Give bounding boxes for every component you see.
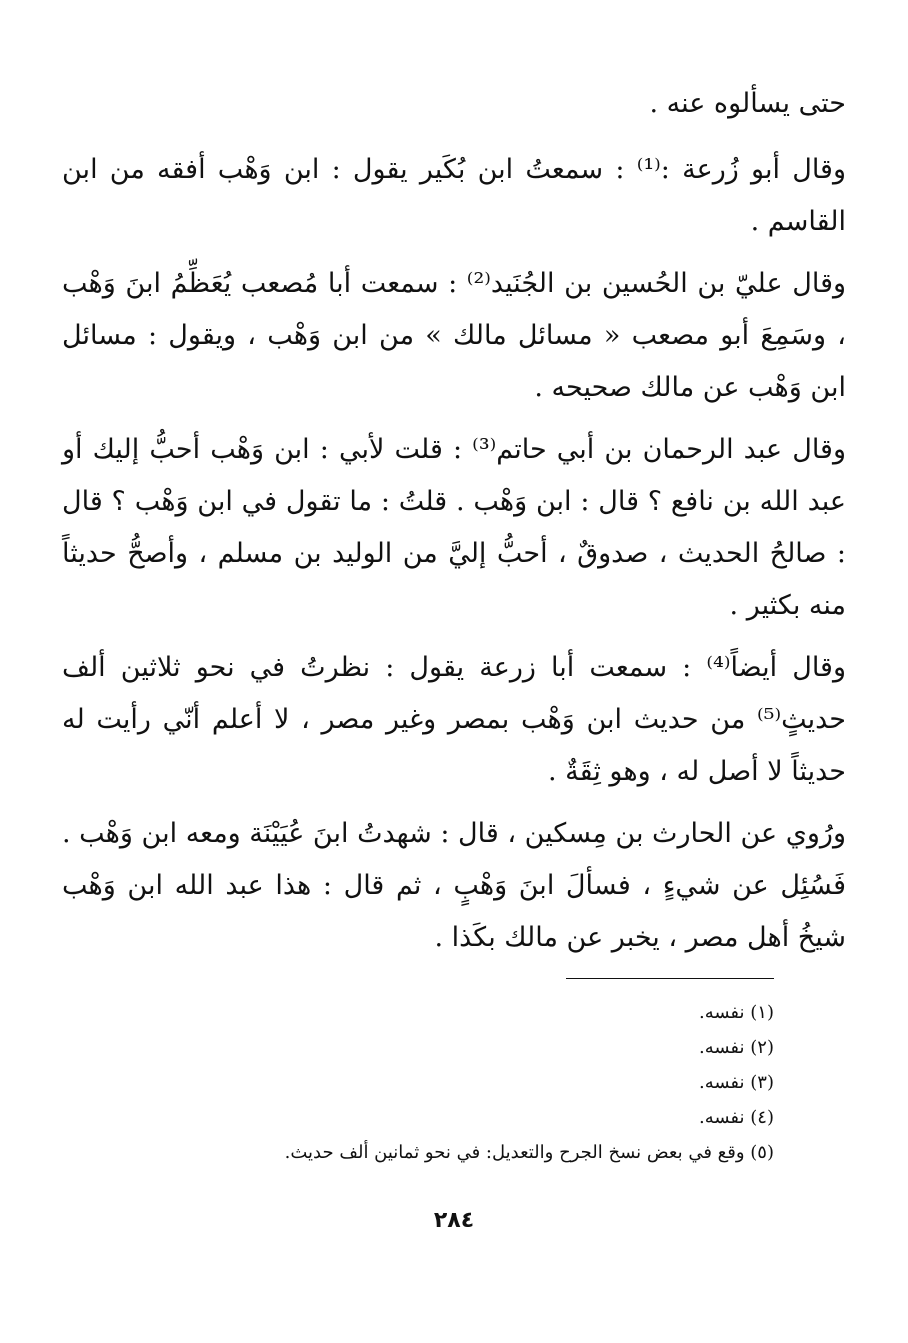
- footnote-1: (١) نفسه.: [699, 1002, 774, 1023]
- footnote-5: (٥) وقع في بعض نسخ الجرح والتعديل: في نحو ثمانين ألف حديث.: [284, 1142, 774, 1163]
- footnotes: [62, 978, 774, 1170]
- paragraph-5: وقال أيضاً⁽⁴⁾ : سمعت أبا زرعة يقول : نظرتُ في نحو ثلاثين ألف حديثٍ⁽⁵⁾ من حديث ابن وَهْب بمصر وغير مصر ، لا أعلم أنّي رأيت له حديثاً لا أصل له ، وهو ثِقَةٌ .: [62, 652, 846, 787]
- footnote-divider: [566, 978, 774, 979]
- main-text: [62, 78, 846, 974]
- paragraph-4: وقال عبد الرحمان بن أبي حاتم⁽³⁾ : قلت لأبي : ابن وَهْب أحبُّ إليك أو عبد الله بن نافع ؟ قال : ابن وَهْب . قلتُ : ما تقول في ابن وَهْب ؟ قال : صالحُ الحديث ، صدوقٌ ، أحبُّ إليَّ من الوليد بن مسلم ، وأصحُّ حديثاً منه بكثير .: [62, 434, 847, 621]
- page-number: ٢٨٤: [433, 1208, 475, 1233]
- footnote-4: (٤) نفسه.: [699, 1107, 774, 1128]
- paragraph-1: حتى يسألوه عنه .: [649, 88, 846, 119]
- footnote-3: (٣) نفسه.: [699, 1072, 774, 1093]
- footnote-2: (٢) نفسه.: [699, 1037, 774, 1058]
- paragraph-6: ورُوي عن الحارث بن مِسكين ، قال : شهدتُ ابنَ عُيَيْنَة ومعه ابن وَهْب . فَسُئِل عن شيءٍ ، فسألَ ابنَ وَهْبٍ ، ثم قال : هذا عبد الله ابن وَهْب شيخُ أهل مصر ، يخبر عن مالك بكَذا .: [62, 818, 846, 953]
- paragraph-3: وقال عليّ بن الحُسين بن الجُنَيد⁽²⁾ : سمعت أبا مُصعب يُعَظِّمُ ابنَ وَهْب ، وسَمِعَ أبو مصعب « مسائل مالك » من ابن وَهْب ، ويقول : مسائل ابن وَهْب عن مالك صحيحه .: [62, 268, 847, 403]
- paragraph-2: وقال أبو زُرعة :⁽¹⁾ : سمعتُ ابن بُكَير يقول : ابن وَهْب أفقه من ابن القاسم .: [62, 154, 846, 237]
